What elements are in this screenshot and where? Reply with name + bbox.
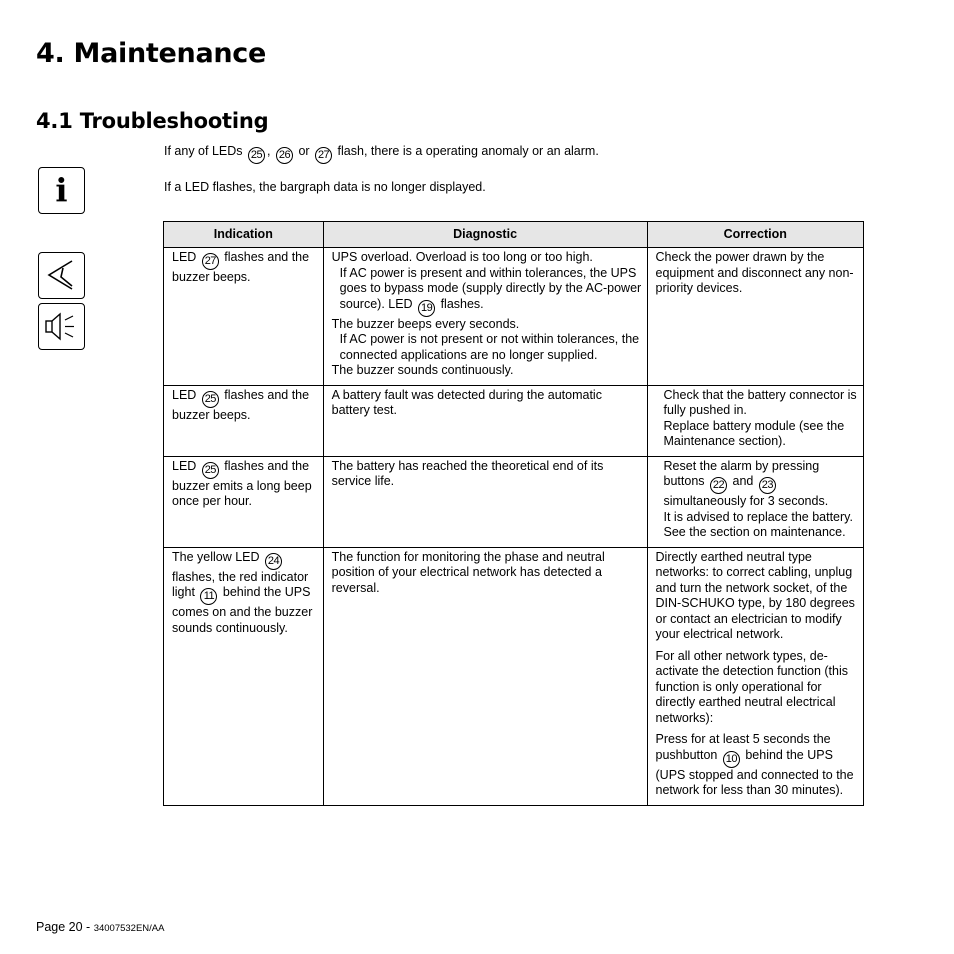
page-footer bbox=[36, 920, 164, 934]
button-number: 10 bbox=[723, 751, 740, 768]
header-correction: Correction bbox=[647, 222, 863, 248]
intro-line-1 bbox=[164, 143, 599, 164]
cell-text: UPS overload. Overload is too long or too high. bbox=[331, 250, 593, 264]
cell-text: A battery fault was detected during the automatic battery test. bbox=[331, 387, 602, 417]
info-icon bbox=[38, 167, 85, 214]
correction-cell bbox=[647, 547, 863, 805]
cell-text: The yellow LED bbox=[172, 549, 260, 564]
indication-cell bbox=[164, 547, 324, 805]
cell-text: For all other network types, de-activate the detection function (this function is only operational for directly earthed neutral electrical networks): bbox=[655, 648, 848, 725]
cell-text: The buzzer beeps every seconds. bbox=[331, 316, 520, 331]
document-code: 34007532EN/AA bbox=[93, 923, 165, 934]
cell-text: LED bbox=[172, 250, 197, 264]
cell-text: The buzzer sounds continuously. bbox=[331, 363, 514, 377]
cell-text: flashes and the buzzer emits a long beep once per hour. bbox=[172, 458, 312, 508]
diagnostic-cell bbox=[323, 547, 647, 805]
cell-text: behind the UPS comes on and the buzzer sounds continuously. bbox=[172, 585, 313, 635]
led-number: 27 bbox=[315, 147, 332, 164]
cell-text bbox=[656, 732, 859, 799]
led-flash-icon bbox=[38, 252, 85, 299]
table-row bbox=[164, 547, 864, 805]
table-row bbox=[164, 385, 864, 456]
led-number: 27 bbox=[202, 253, 219, 270]
header-indication: Indication bbox=[164, 222, 324, 248]
indication-cell bbox=[164, 456, 324, 547]
buzzer-icon bbox=[38, 303, 85, 350]
button-number: 22 bbox=[710, 477, 727, 494]
intro-or: or bbox=[298, 144, 310, 158]
led-number: 19 bbox=[418, 300, 435, 317]
correction-cell bbox=[647, 248, 863, 386]
button-number: 23 bbox=[759, 477, 776, 494]
cell-text: The battery has reached the theoretical end of its service life. bbox=[331, 458, 604, 488]
cell-text: Check that the battery connector is fully pushed in. bbox=[663, 387, 857, 417]
info-icon-glyph: i bbox=[55, 171, 68, 209]
section-title: 4.1 Troubleshooting bbox=[36, 109, 269, 133]
cell-text: flashes, the red indicator light bbox=[172, 569, 309, 599]
cell-text: flashes and the buzzer beeps. bbox=[172, 387, 310, 422]
intro-sep: , bbox=[267, 144, 271, 158]
intro-line-2: If a LED flashes, the bargraph data is no longer displayed. bbox=[164, 180, 486, 194]
cell-text: behind the UPS (UPS stopped and connected to the network for less than 30 minutes). bbox=[655, 747, 854, 797]
table-row bbox=[164, 248, 864, 386]
header-diagnostic: Diagnostic bbox=[323, 222, 647, 248]
cell-text: flashes and the buzzer beeps. bbox=[172, 250, 310, 284]
page-title: 4. Maintenance bbox=[36, 38, 267, 69]
led-number: 25 bbox=[202, 462, 219, 479]
table-header-row bbox=[164, 222, 864, 248]
led-number: 26 bbox=[276, 147, 293, 164]
indicator-number: 11 bbox=[200, 588, 217, 605]
diagnostic-cell bbox=[323, 456, 647, 547]
table-row bbox=[164, 456, 864, 547]
cell-text: Replace battery module (see the Maintenance section). bbox=[663, 418, 845, 448]
intro-text: If any of LEDs bbox=[164, 144, 243, 158]
diagnostic-cell bbox=[323, 248, 647, 386]
cell-text: If AC power is not present or not within tolerances, the connected applications are no longer supplied. bbox=[339, 332, 640, 362]
diagnostic-cell bbox=[323, 385, 647, 456]
led-number: 25 bbox=[248, 147, 265, 164]
cell-text: The function for monitoring the phase and neutral position of your electrical network has detected a reversal. bbox=[331, 549, 605, 595]
cell-text: Press for at least 5 seconds the pushbutton bbox=[655, 732, 831, 762]
cell-text: LED bbox=[172, 458, 197, 473]
cell-text: If AC power is present and within tolerances, the UPS goes to bypass mode (supply directly by the AC-power source). LED bbox=[339, 265, 642, 311]
cell-text: LED bbox=[172, 387, 197, 402]
correction-cell bbox=[647, 456, 863, 547]
cell-text: It is advised to replace the battery. See the section on maintenance. bbox=[663, 509, 853, 539]
cell-text: and bbox=[732, 474, 754, 488]
cell-text bbox=[332, 266, 643, 317]
led-number: 25 bbox=[202, 391, 219, 408]
indication-cell bbox=[164, 385, 324, 456]
intro-text: flash, there is a operating anomaly or an alarm. bbox=[337, 144, 599, 158]
cell-text bbox=[656, 459, 859, 510]
led-number: 24 bbox=[265, 553, 282, 570]
cell-text: flashes. bbox=[440, 296, 484, 311]
cell-text: Reset the alarm by pressing buttons bbox=[663, 458, 820, 488]
cell-text: Check the power drawn by the equipment and disconnect any non-priority devices. bbox=[655, 250, 854, 295]
indication-cell bbox=[164, 248, 324, 386]
page-number: Page 20 - bbox=[36, 920, 91, 934]
cell-text: simultaneously for 3 seconds. bbox=[663, 494, 829, 508]
cell-text: Directly earthed neutral type networks: to correct cabling, unplug and turn the network socket, of the DIN-SCHUKO type, by 180 degrees or contact an electrician to modify your electrical network. bbox=[655, 549, 855, 641]
troubleshooting-table bbox=[163, 221, 864, 806]
correction-cell bbox=[647, 385, 863, 456]
